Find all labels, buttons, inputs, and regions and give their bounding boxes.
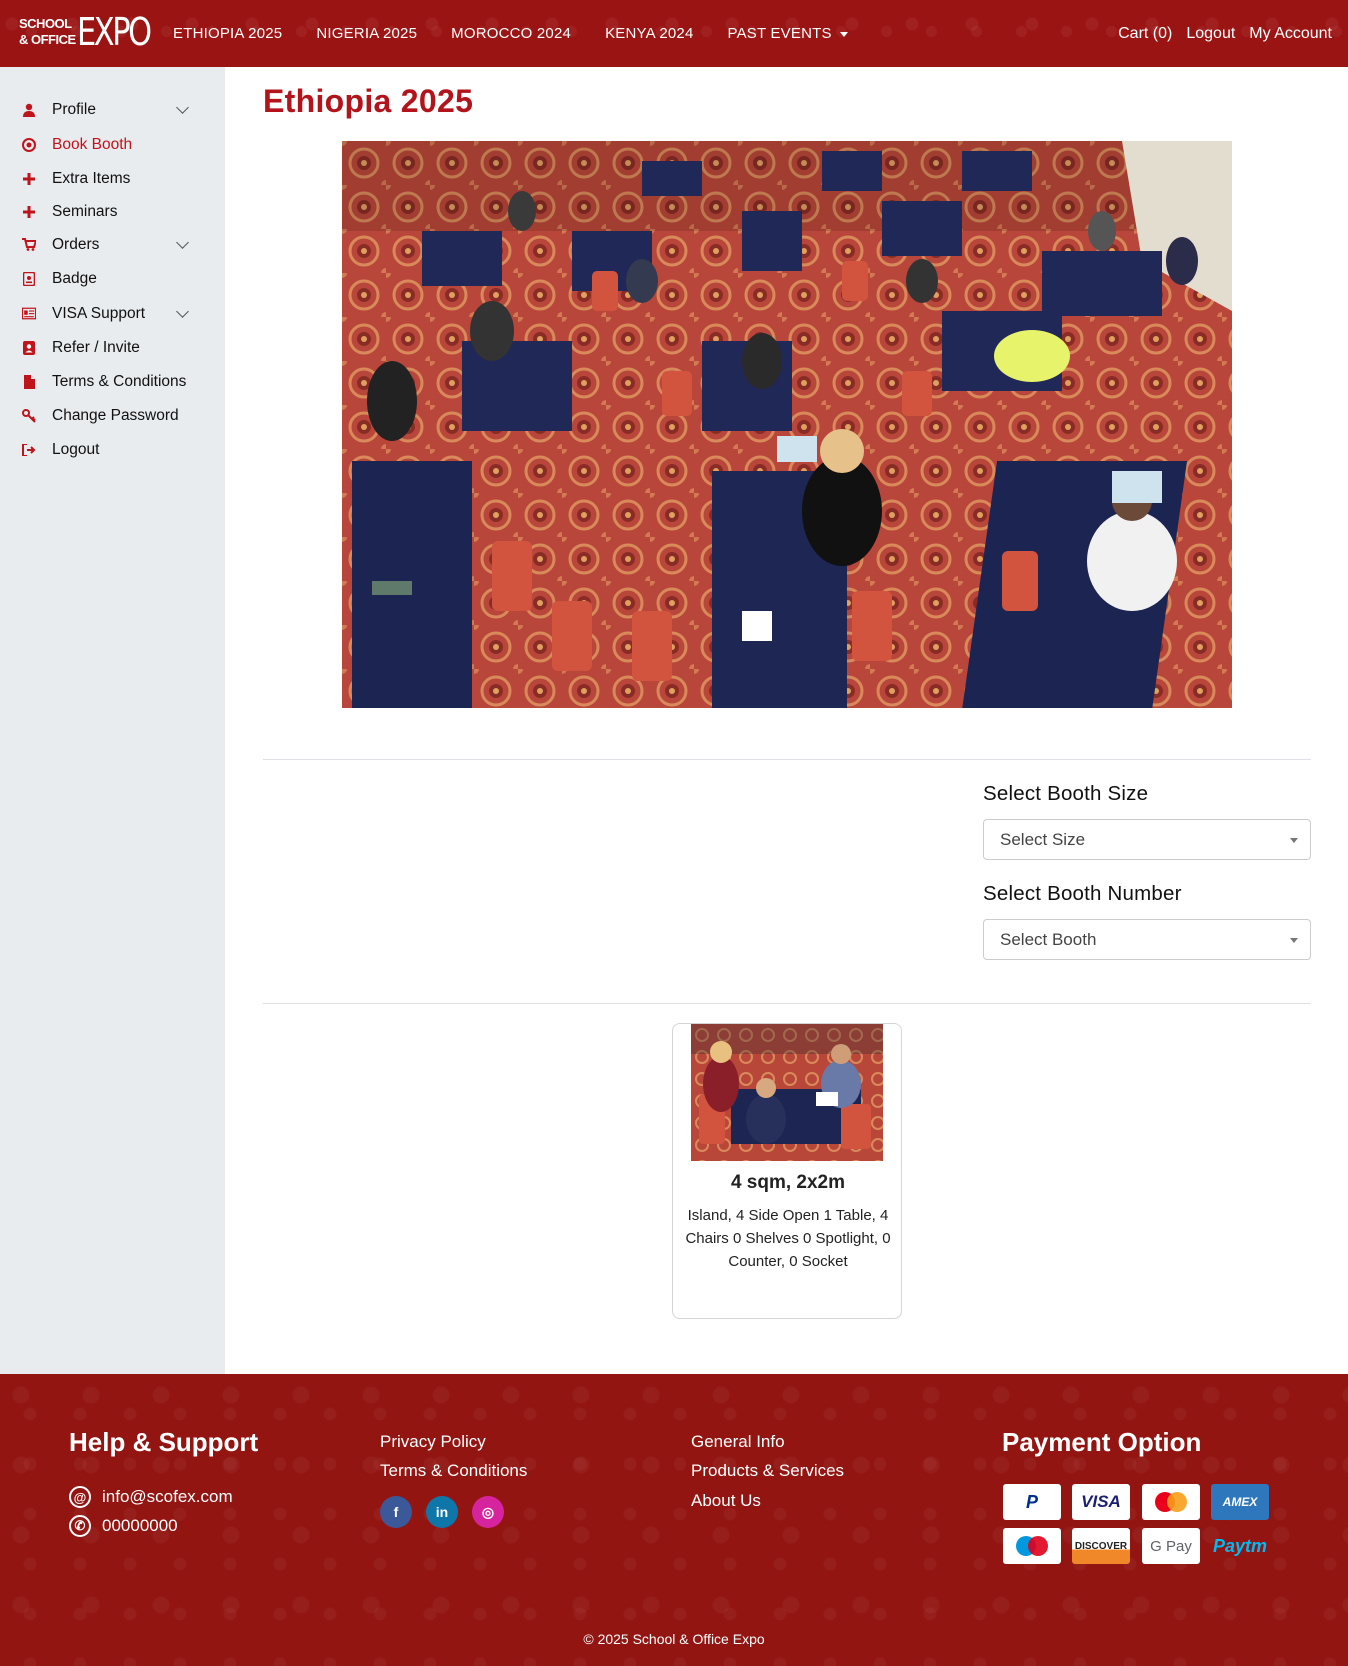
mastercard-icon xyxy=(1142,1484,1200,1520)
chevron-down-icon[interactable] xyxy=(176,236,189,249)
sidebar-item-profile[interactable] xyxy=(0,92,225,128)
booth-card[interactable] xyxy=(672,1023,902,1319)
nav-past-events-dropdown[interactable] xyxy=(728,25,848,42)
account-links xyxy=(1104,0,1332,67)
sidebar-item-label: Change Password xyxy=(52,406,179,424)
about-us-link[interactable]: About Us xyxy=(691,1491,761,1510)
my-account-link[interactable]: My Account xyxy=(1249,24,1332,42)
divider xyxy=(263,759,1311,760)
sidebar-item-label: Book Booth xyxy=(52,136,133,153)
sidebar-item-book-booth[interactable] xyxy=(0,128,225,162)
copyright-text: © 2025 School & Office Expo xyxy=(583,1631,765,1647)
at-sign-icon: @ xyxy=(69,1486,91,1508)
dropdown-arrow-icon xyxy=(1290,838,1298,843)
page-title: Ethiopia 2025 xyxy=(263,83,474,119)
sidebar-item-visa-support[interactable] xyxy=(0,297,225,330)
contact-icon xyxy=(22,341,36,355)
chevron-down-icon[interactable] xyxy=(176,305,189,318)
sidebar-item-label: Seminars xyxy=(52,202,118,220)
user-icon xyxy=(22,103,36,117)
contact-email-text: info@scofex.com xyxy=(102,1487,233,1506)
divider xyxy=(263,1003,1311,1004)
chevron-down-icon[interactable] xyxy=(176,101,189,114)
dropdown-arrow-icon xyxy=(1290,938,1298,943)
sidebar-item-logout[interactable] xyxy=(0,433,225,466)
sidebar-item-badge[interactable] xyxy=(0,261,225,297)
booth-size-select[interactable] xyxy=(983,819,1311,860)
main-content xyxy=(225,67,1348,1374)
sidebar-item-orders[interactable] xyxy=(0,228,225,261)
logout-icon xyxy=(22,443,36,457)
sidebar-item-label: Refer / Invite xyxy=(52,338,140,356)
header-logout-link[interactable]: Logout xyxy=(1186,24,1236,42)
booth-size-title: 4 sqm, 2x2m xyxy=(730,1172,846,1193)
products-services-link[interactable]: Products & Services xyxy=(691,1461,845,1480)
booth-description: Island, 4 Side Open 1 Table, 4 Chairs 0 Shelves 0 Spotlight, 0 Counter, 0 Socket xyxy=(685,1207,891,1270)
event-hero-image xyxy=(342,141,1232,708)
cart-link[interactable]: Cart (0) xyxy=(1118,24,1173,42)
nav-kenya-2024[interactable]: KENYA 2024 xyxy=(605,25,694,42)
privacy-policy-link[interactable]: Privacy Policy xyxy=(380,1432,486,1451)
sidebar-item-seminars[interactable] xyxy=(0,195,225,228)
nav-past-events-label: PAST EVENTS xyxy=(727,25,832,42)
google-pay-icon: G Pay xyxy=(1142,1528,1200,1564)
sidebar-item-label: Terms & Conditions xyxy=(52,372,187,390)
help-support-heading: Help & Support xyxy=(69,1427,259,1457)
sidebar-item-terms-conditions[interactable] xyxy=(0,365,225,398)
sidebar-item-label: Badge xyxy=(52,270,97,287)
nav-ethiopia-2025[interactable]: ETHIOPIA 2025 xyxy=(173,25,283,42)
discover-icon: DISCOVER xyxy=(1072,1528,1130,1564)
logo-text-school: SCHOOL xyxy=(19,16,72,31)
sidebar xyxy=(0,67,225,1374)
paytm-icon: Paytm xyxy=(1212,1535,1268,1556)
booth-size-select-value: Select Size xyxy=(1000,829,1086,849)
paypal-icon: P xyxy=(1003,1484,1061,1520)
contact-phone-text: 00000000 xyxy=(102,1516,178,1535)
nav-nigeria-2025[interactable]: NIGERIA 2025 xyxy=(316,25,418,42)
booth-number-select-value: Select Booth xyxy=(1000,929,1097,949)
key-icon xyxy=(22,409,36,423)
logo-text-office: & OFFICE xyxy=(19,32,76,47)
booth-number-label: Select Booth Number xyxy=(983,882,1182,905)
visa-icon: VISA xyxy=(1072,1484,1130,1520)
sidebar-item-extra-items[interactable] xyxy=(0,162,225,195)
linkedin-icon[interactable]: in xyxy=(426,1496,458,1528)
facebook-icon[interactable]: f xyxy=(380,1496,412,1528)
maestro-icon xyxy=(1003,1528,1061,1564)
target-icon xyxy=(22,138,36,152)
payment-option-heading: Payment Option xyxy=(1002,1427,1202,1457)
footer xyxy=(0,1374,1348,1666)
passport-icon xyxy=(22,307,36,321)
top-navbar xyxy=(0,0,1348,67)
booth-number-select[interactable] xyxy=(983,919,1311,960)
sidebar-item-refer-invite[interactable] xyxy=(0,330,225,365)
sidebar-item-label: VISA Support xyxy=(52,304,146,322)
badge-icon xyxy=(22,272,36,286)
general-info-link[interactable]: General Info xyxy=(691,1432,785,1451)
logo-text-expo: EXPO xyxy=(76,10,150,54)
terms-conditions-link[interactable]: Terms & Conditions xyxy=(380,1461,528,1480)
booth-size-label: Select Booth Size xyxy=(983,782,1149,805)
sidebar-item-label: Logout xyxy=(52,440,100,458)
plus-icon xyxy=(22,205,36,219)
document-icon xyxy=(22,375,36,389)
amex-icon: AMEX xyxy=(1211,1484,1269,1520)
site-logo[interactable] xyxy=(19,10,168,54)
sidebar-item-label: Extra Items xyxy=(52,169,131,187)
caret-down-icon xyxy=(840,32,848,37)
contact-phone[interactable] xyxy=(69,1515,178,1537)
sidebar-item-change-password[interactable] xyxy=(0,398,225,433)
nav-morocco-2024[interactable]: MOROCCO 2024 xyxy=(451,25,572,42)
logo-small-text xyxy=(19,16,76,48)
instagram-icon[interactable]: ◎ xyxy=(472,1496,504,1528)
sidebar-item-label: Orders xyxy=(52,235,100,253)
plus-icon xyxy=(22,172,36,186)
cart-icon xyxy=(22,238,36,252)
contact-email[interactable] xyxy=(69,1486,233,1508)
main-nav xyxy=(173,0,882,67)
sidebar-item-label: Profile xyxy=(52,101,96,118)
booth-thumbnail-image xyxy=(691,1024,883,1161)
whatsapp-icon: ✆ xyxy=(69,1515,91,1537)
